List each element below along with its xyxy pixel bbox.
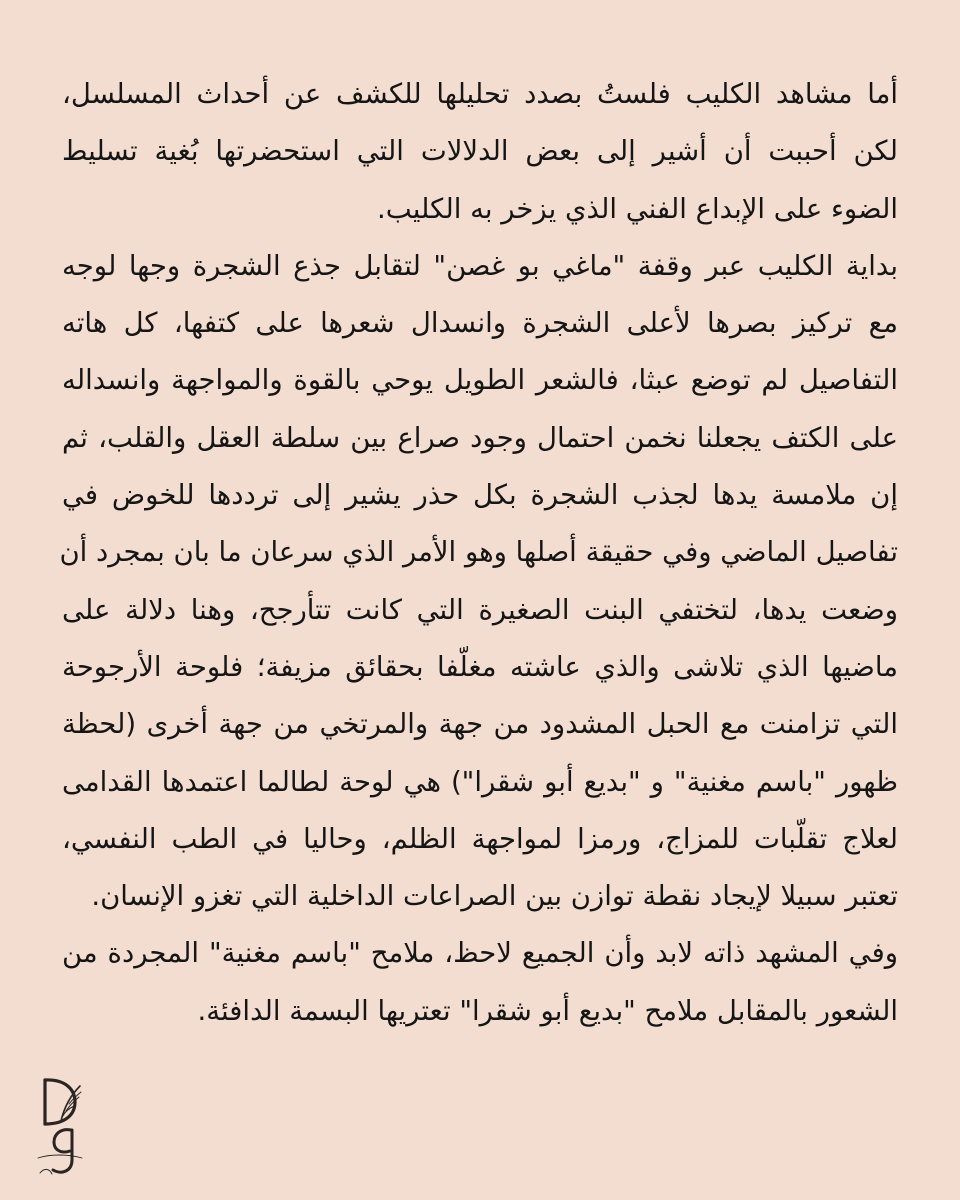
text-line: على الكتف يجعلنا نخمن احتمال وجود صراع بين سلطة العقل والقلب، ثم xyxy=(62,421,898,454)
text-line: ظهور "باسم مغنية" و "بديع أبو شقرا") هي لوحة لطالما اعتمدها القدامى xyxy=(62,765,898,798)
dg-monogram-feather-logo-icon xyxy=(32,1074,88,1178)
text-line: إن ملامسة يدها لجذب الشجرة بكل حذر يشير إلى ترددها للخوض في xyxy=(62,479,898,512)
text-line: أما مشاهد الكليب فلستُ بصدد تحليلها للكشف عن أحداث المسلسل، xyxy=(62,78,898,110)
text-line: تعتبر سبيلا لإيجاد نقطة توازن بين الصراعات الداخلية التي تغزو الإنسان. xyxy=(91,880,898,913)
text-line: لكن أحببت أن أشير إلى بعض الدلالات التي استحضرتها بُغية تسليط xyxy=(62,135,898,168)
text-line: وفي المشهد ذاته لابد وأن الجميع لاحظ، ملامح "باسم مغنية" المجردة من xyxy=(62,937,898,970)
paragraph-intro xyxy=(62,66,898,238)
article-text xyxy=(59,66,898,1040)
text-line: التفاصيل لم توضع عبثا، فالشعر الطويل يوحي بالقوة والمواجهة وانسداله xyxy=(62,364,898,397)
text-line: التي تزامنت مع الحبل المشدود من جهة والمرتخي من جهة أخرى (لحظة xyxy=(62,708,898,741)
text-line: مع تركيز بصرها لأعلى الشجرة وانسدال شعرها على كتفها، كل هاته xyxy=(62,307,898,340)
paragraph-analysis xyxy=(59,238,898,926)
logo-graphic xyxy=(32,1074,88,1178)
text-line: لعلاج تقلّبات للمزاج، ورمزا لمواجهة الظلم، وحاليا في الطب النفسي، xyxy=(62,822,898,855)
text-line: ماضيها الذي تلاشى والذي عاشته مغلّفا بحقائق مزيفة؛ فلوحة الأرجوحة xyxy=(62,650,898,683)
text-line: وضعت يدها، لتختفي البنت الصغيرة التي كانت تتأرجح، وهنا دلالة على xyxy=(62,593,898,626)
text-line: الشعور بالمقابل ملامح "بديع أبو شقرا" تعتريها البسمة الدافئة. xyxy=(197,994,898,1027)
text-line: بداية الكليب عبر وقفة "ماغي بو غصن" لتقابل جذع الشجرة وجها لوجه xyxy=(62,249,898,282)
paragraph-scene xyxy=(62,925,898,1040)
text-line: الضوء على الإبداع الفني الذي يزخر به الكليب. xyxy=(377,192,898,225)
text-line: تفاصيل الماضي وفي حقيقة أصلها وهو الأمر الذي سرعان ما بان بمجرد أن xyxy=(59,536,898,569)
